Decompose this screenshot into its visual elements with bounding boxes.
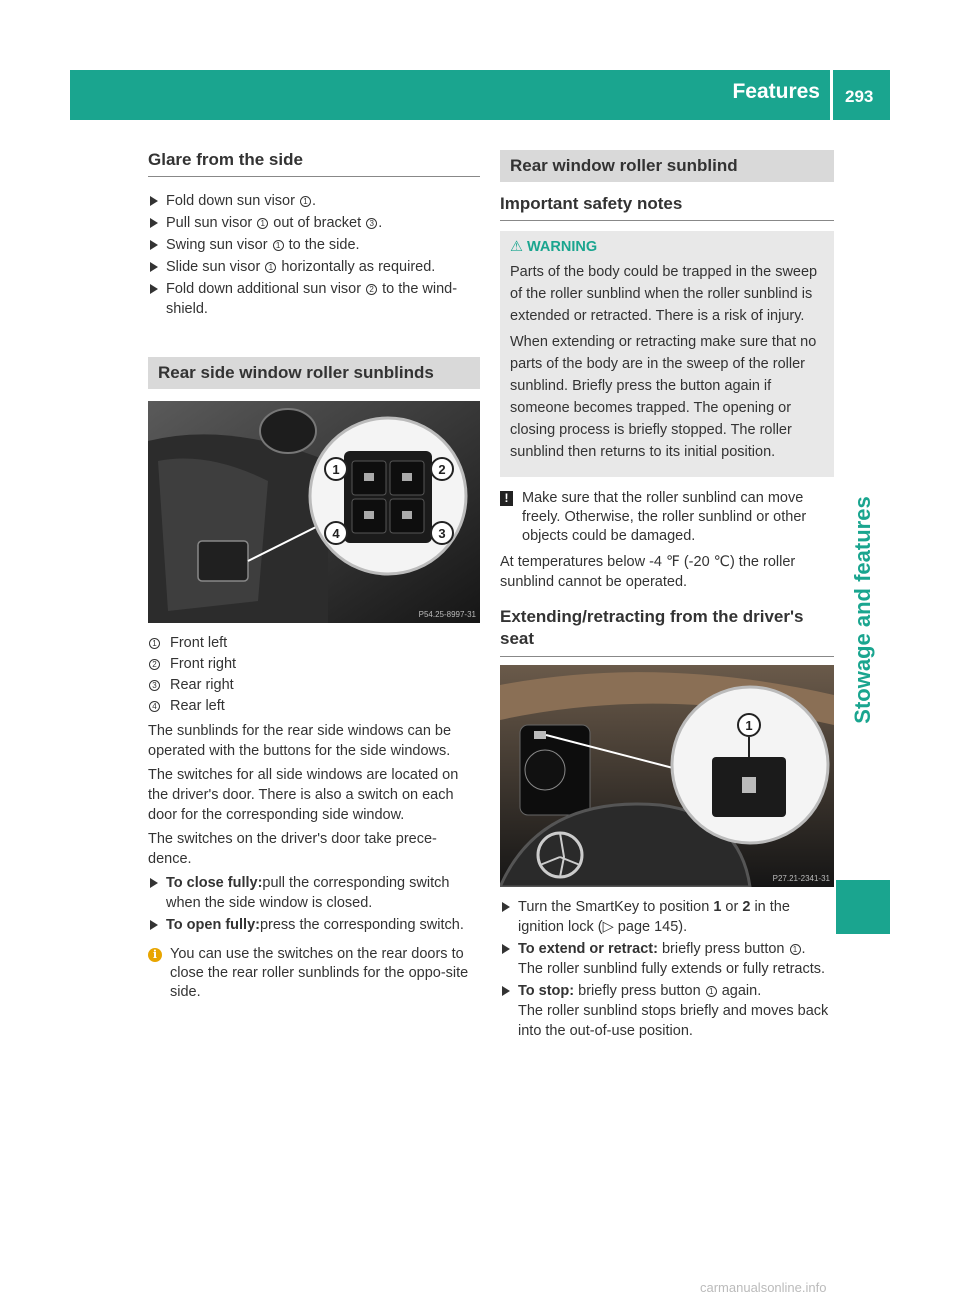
- callout-number: 2: [366, 284, 377, 295]
- step-text: Turn the SmartKey to position: [518, 899, 714, 915]
- figure-number-3: 3: [438, 526, 446, 541]
- step-label: To extend or retract:: [518, 941, 658, 957]
- callout-number: 1: [257, 218, 268, 229]
- legend-item-2: [148, 654, 480, 675]
- watermark: carmanualsonline.info: [700, 1280, 827, 1295]
- step-text: out of bracket: [269, 215, 366, 231]
- figure-code: P54.25-8997-31: [418, 610, 476, 619]
- side-tab-block: [836, 880, 890, 934]
- callout-number: 1: [790, 944, 801, 955]
- callout-number: 4: [149, 701, 160, 712]
- stop-step: [500, 981, 834, 1041]
- paragraph: The switches on the driver's door take prece-dence.: [148, 831, 437, 867]
- callout-number: 1: [149, 638, 160, 649]
- legend-item-4: [148, 696, 480, 717]
- step-text: horizontally as required.: [277, 259, 436, 275]
- step-text: .: [801, 941, 806, 957]
- right-column: [500, 150, 834, 1043]
- legend-label: Rear left: [170, 698, 225, 714]
- step-text: to the side.: [284, 237, 360, 253]
- glare-step-4: [148, 257, 480, 277]
- step-text: briefly press button: [574, 983, 705, 999]
- caution-text: Make sure that the roller sunblind can move freely. Otherwise, the roller sunblind or other objects could be damaged.: [522, 490, 807, 544]
- exclamation-icon: !: [500, 491, 513, 506]
- extend-heading: Extending/retracting from the driver's seat: [500, 606, 834, 657]
- header-separator: [830, 70, 833, 120]
- page-reference-arrow-icon: ▷: [602, 919, 614, 935]
- left-column: [148, 150, 480, 1008]
- rear-window-heading: Rear window roller sunblind: [500, 150, 834, 182]
- callout-number: 3: [366, 218, 377, 229]
- glare-step-1: [148, 191, 480, 211]
- safety-heading: Important safety notes: [500, 194, 834, 221]
- figure-number-1: 1: [745, 718, 753, 733]
- glare-heading: Glare from the side: [148, 150, 480, 177]
- step-text: in the ignition lock (: [518, 899, 790, 935]
- warning-paragraph: When extending or retracting make sure that no parts of the body are in the sweep of the roller sunblind. Briefly press the button again if someone becomes trapped. The opening or closing process is briefly stopped. The roller sunblind then returns to its initial position.: [510, 334, 817, 460]
- step-text: press the corresponding switch.: [259, 917, 464, 933]
- warning-title: [510, 239, 824, 255]
- callout-number: 3: [149, 680, 160, 691]
- callout-number: 1: [706, 986, 717, 997]
- step-label: To open fully:: [166, 917, 260, 933]
- paragraph: The switches for all side windows are located on the driver's door. There is also a switch on each door for the corresponding side window.: [148, 767, 459, 823]
- warning-paragraph: Parts of the body could be trapped in the sweep of the roller sunblind when the roller sunblind is extended or retracted. There is a risk of injury.: [510, 264, 818, 324]
- step-text: .: [311, 193, 317, 209]
- warning-triangle-icon: ⚠: [510, 239, 523, 255]
- header-title: Features: [732, 80, 820, 103]
- glare-step-3: [148, 235, 480, 255]
- step-text: Pull sun visor: [166, 215, 257, 231]
- position-2: 2: [742, 899, 751, 915]
- info-note: [148, 945, 480, 1002]
- info-icon: i: [148, 948, 162, 962]
- info-text: You can use the switches on the rear doors to close the rear roller sunblinds for the oppo-site side.: [170, 946, 469, 1000]
- step-result: The roller sunblind stops briefly and moves back into the out-of-use position.: [518, 1003, 829, 1039]
- step-label: To stop:: [518, 983, 575, 999]
- callout-number: 1: [265, 262, 276, 273]
- temperature-note: At temperatures below -4 ℉ (-20 ℃) the roller sunblind cannot be operated.: [500, 554, 796, 590]
- step-text: or: [721, 899, 743, 915]
- figure-code: P27.21-2341-31: [772, 874, 830, 883]
- step-text: Fold down additional sun visor: [166, 281, 366, 297]
- figure-number-1: 1: [332, 462, 340, 477]
- step-label: To close fully:: [166, 875, 263, 891]
- step-text: .: [378, 215, 383, 231]
- legend-label: Front right: [170, 656, 237, 672]
- glare-step-2: [148, 213, 480, 233]
- legend-item-1: [148, 633, 480, 654]
- caution-note: [500, 489, 834, 546]
- step-text: again.: [717, 983, 762, 999]
- side-tab: [838, 430, 888, 790]
- position-1: 1: [713, 899, 722, 915]
- warning-title-text: WARNING: [527, 239, 598, 255]
- close-fully-step: [148, 873, 480, 913]
- legend-label: Rear right: [170, 677, 234, 693]
- side-tab-label: Stowage and features: [850, 496, 875, 724]
- step-text: pull the corresponding switch when the side window is closed.: [166, 875, 450, 911]
- rear-side-heading: Rear side window roller sunblinds: [148, 357, 480, 389]
- callout-number: 2: [149, 659, 160, 670]
- page-number: 293: [845, 87, 874, 106]
- door-switch-illustration: [148, 401, 480, 623]
- figure-number-2: 2: [438, 462, 446, 477]
- step-text: Fold down sun visor: [166, 193, 299, 209]
- ignition-step: [500, 897, 834, 937]
- step-text: Swing sun visor: [166, 237, 272, 253]
- step-text: Slide sun visor: [166, 259, 265, 275]
- steering-wheel-illustration: [500, 665, 834, 887]
- extend-retract-step: [500, 939, 834, 979]
- door-switch-figure: [148, 401, 480, 623]
- paragraph: The sunblinds for the rear side windows can be operated with the buttons for the side windows.: [148, 723, 452, 759]
- header-bar: [70, 70, 890, 120]
- callout-number: 1: [273, 240, 284, 251]
- step-result: The roller sunblind fully extends or fully retracts.: [518, 961, 826, 977]
- glare-step-5: [148, 279, 480, 319]
- legend-label: Front left: [170, 635, 228, 651]
- step-text: to the wind-shield.: [166, 281, 458, 317]
- open-fully-step: [148, 915, 480, 935]
- warning-box: [500, 231, 834, 477]
- callout-number: 1: [300, 196, 311, 207]
- legend-item-3: [148, 675, 480, 696]
- figure-number-4: 4: [332, 526, 340, 541]
- step-text: briefly press button: [657, 941, 789, 957]
- step-text: page 145).: [613, 919, 688, 935]
- steering-wheel-figure: [500, 665, 834, 887]
